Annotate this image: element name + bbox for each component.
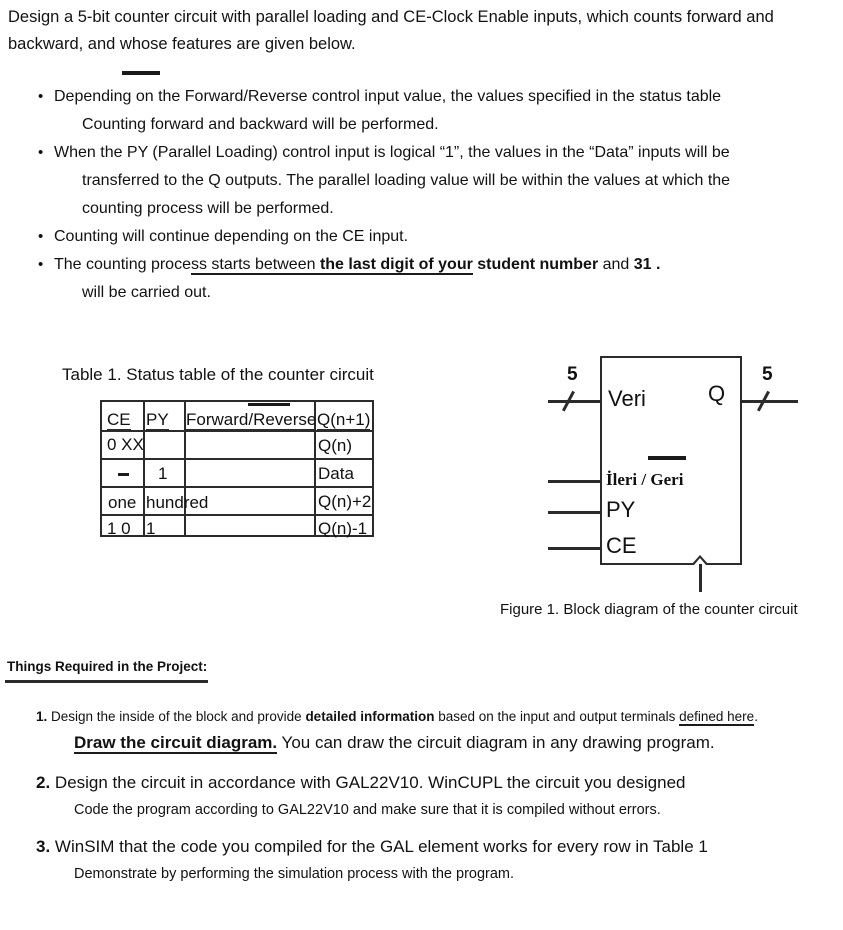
bullet-4-text-number: 31 .: [633, 256, 661, 273]
table-cell-q-next-3: Q(n)+2: [318, 492, 372, 511]
feature-bullet-list: [36, 83, 836, 307]
bullet-2-line-3: counting process will be performed.: [82, 200, 334, 217]
table-caption: Table 1. Status table of the counter circuit: [62, 365, 374, 384]
bullet-4-text-bold: student number: [472, 256, 599, 273]
port-label-ileri-geri: İleri / Geri: [606, 470, 684, 489]
table-row-divider-1: [102, 430, 372, 432]
ilerigeri-input-wire: [548, 480, 602, 483]
table-cell-q-next-4: Q(n)-1: [318, 519, 368, 538]
requirement-1-text-e: .: [754, 709, 758, 724]
requirement-1-subline: [36, 728, 841, 758]
bullet-4-text-underlined-bold: the last digit of your: [319, 256, 473, 273]
data-input-wire: [548, 400, 602, 403]
table-row-divider-4: [102, 514, 372, 516]
py-input-wire: [548, 511, 602, 514]
bullet-4-text-and: and: [598, 256, 634, 273]
q-output-wire: [740, 400, 798, 403]
table-cell-ce-3: one: [108, 493, 137, 512]
bullet-2-line-2: transferred to the Q outputs. The parallel loading value will be within the values at which the: [82, 172, 731, 189]
bullet-item-4: [36, 251, 836, 307]
requirement-1-text-a: Design the inside of the block and provide: [47, 709, 306, 724]
bullet-4-text-plain: The counting proce: [54, 256, 191, 273]
input-bus-width-label: 5: [567, 364, 578, 385]
bullet-marker-icon: •: [38, 256, 44, 273]
requirement-2-number: 2.: [36, 773, 51, 792]
ce-input-wire: [548, 547, 602, 550]
port-label-py: PY: [606, 497, 636, 522]
requirement-2-subline: Code the program according to GAL22V10 and make sure that it is compiled without errors.: [74, 802, 661, 818]
requirement-3-number: 3.: [36, 837, 51, 856]
port-label-ce: CE: [606, 533, 637, 558]
table-header-overline-bar: [248, 403, 290, 406]
table-cell-q-next-2: Data: [318, 464, 354, 483]
table-header-q-next: Q(n+1): [317, 410, 371, 429]
table-row-divider-3: [102, 486, 372, 488]
status-table: [100, 400, 374, 537]
intro-text: Design a 5-bit counter circuit with parallel loading and CE-Clock Enable inputs, which counts forward and backward, and whose features are given below.: [8, 8, 774, 53]
table-row: 0 XX: [107, 435, 144, 454]
bullet-item-2: [36, 139, 836, 223]
requirement-3-line: [36, 832, 841, 861]
table-header-forward-reverse: Forward/Reverse: [186, 410, 317, 429]
table-header-ce: CE: [107, 410, 131, 429]
requirement-1-line: [36, 706, 841, 728]
requirements-heading: Things Required in the Project:: [7, 659, 208, 674]
bullet-marker-icon: •: [38, 228, 44, 245]
requirement-1-text-underlined: defined here: [679, 709, 755, 724]
intro-paragraph: [8, 4, 828, 58]
bullet-1-line-1: Depending on the Forward/Reverse control input value, the values specified in the status table: [54, 88, 722, 105]
table-cell-ce-4: 1 0: [107, 519, 131, 538]
port-label-veri: Veri: [608, 386, 646, 411]
bullet-4-text-underlined: ss starts between: [190, 256, 320, 273]
requirement-1-draw-bold: Draw the circuit diagram.: [74, 733, 278, 752]
bullet-marker-icon: •: [38, 144, 44, 161]
bullet-2-line-1: When the PY (Parallel Loading) control input is logical “1”, the values in the “Data” inputs will be: [54, 144, 730, 161]
forward-reverse-overline-bar: [122, 71, 160, 75]
table-cell-q-next-1: Q(n): [318, 436, 352, 455]
block-diagram: [540, 348, 840, 593]
geri-overline-bar: [648, 456, 686, 460]
requirement-1-number: 1.: [36, 709, 48, 724]
requirements-heading-rule: [5, 680, 208, 683]
output-bus-width-label: 5: [762, 364, 773, 385]
requirement-1-text-c: based on the input and output terminals: [434, 709, 680, 724]
requirement-item-3: [36, 832, 841, 887]
port-label-q: Q: [708, 381, 726, 406]
requirements-list: [36, 706, 841, 887]
bullet-item-3: [36, 223, 836, 251]
bullet-4-line-2: will be carried out.: [82, 284, 211, 301]
requirement-2-line: [36, 768, 841, 797]
table-cell-py-4: 1: [146, 519, 156, 538]
bullet-item-1: [36, 83, 836, 139]
table-cell-py-2: 1: [158, 464, 168, 483]
requirement-1-draw-rest: You can draw the circuit diagram in any drawing program.: [277, 733, 715, 752]
table-row-divider-2: [102, 458, 372, 460]
table-header-py: PY: [146, 410, 169, 429]
table-cell-ce-dash: [118, 473, 129, 476]
requirement-item-2: [36, 768, 841, 823]
table-cell-py-3: hundred: [146, 493, 209, 512]
requirement-3-subline: Demonstrate by performing the simulation process with the program.: [74, 866, 515, 882]
requirement-1-text-bold: detailed information: [305, 709, 435, 724]
clock-input-wire: [699, 564, 702, 592]
bullet-marker-icon: •: [38, 88, 44, 105]
figure-caption: Figure 1. Block diagram of the counter circuit: [500, 601, 798, 618]
bullet-1-line-2: Counting forward and backward will be performed.: [82, 116, 439, 133]
requirement-item-1: [36, 706, 841, 758]
bullet-3-line-1: Counting will continue depending on the CE input.: [54, 228, 409, 245]
requirement-3-text: WinSIM that the code you compiled for the GAL element works for every row in Table 1: [50, 837, 708, 856]
requirement-2-text: Design the circuit in accordance with GAL22V10. WinCUPL the circuit you designed: [50, 773, 686, 792]
